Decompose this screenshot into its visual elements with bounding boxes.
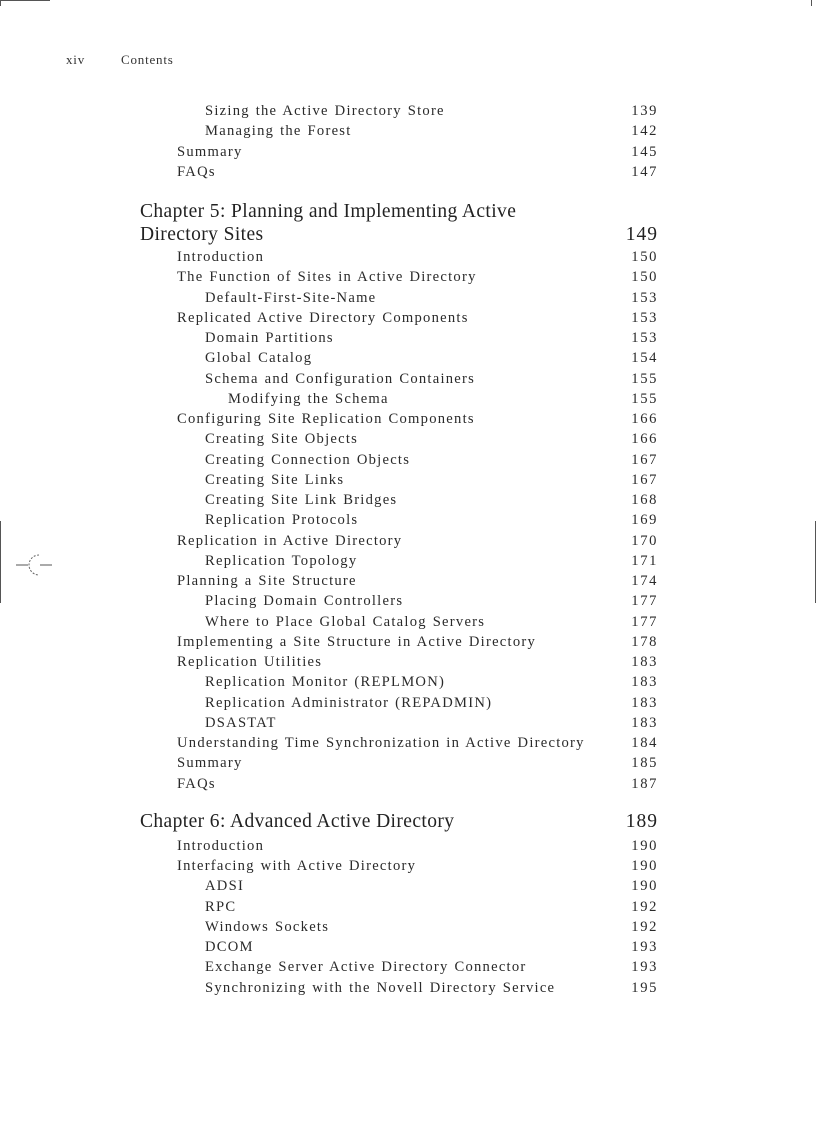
toc-entry-page: 169 (631, 512, 658, 529)
crop-mark-top-right (811, 0, 812, 6)
toc-entry-page: 145 (631, 143, 658, 160)
toc-entry[interactable] (0, 652, 816, 672)
toc-entry-title: The Function of Sites in Active Directory (177, 269, 477, 286)
toc-entry-page: 153 (631, 309, 658, 326)
toc-entry-title: Replication Topology (205, 552, 358, 569)
table-of-contents (0, 101, 816, 998)
toc-entry[interactable] (0, 856, 816, 876)
toc-entry-title: Summary (177, 755, 243, 772)
toc-entry[interactable] (0, 267, 816, 287)
toc-entry-title: Interfacing with Active Directory (177, 858, 417, 874)
toc-entry-title: FAQs (177, 775, 216, 792)
toc-entry[interactable] (0, 571, 816, 591)
toc-entry[interactable] (0, 162, 816, 182)
toc-entry[interactable] (0, 490, 816, 510)
toc-entry-title: Domain Partitions (205, 330, 334, 346)
toc-entry[interactable] (0, 937, 816, 957)
toc-entry-title: Synchronizing with the Novell Directory Service (205, 979, 556, 996)
chapter-6-heading[interactable] (0, 808, 816, 836)
toc-entry-page: 192 (631, 918, 658, 935)
toc-entry[interactable] (0, 978, 816, 998)
toc-entry-page: 190 (631, 878, 658, 895)
toc-entry-page: 183 (631, 694, 658, 711)
toc-entry-title: Creating Site Link Bridges (205, 492, 398, 508)
toc-entry[interactable] (0, 142, 816, 162)
toc-entry-title: FAQs (177, 163, 216, 180)
toc-entry-title: Placing Domain Controllers (205, 593, 404, 610)
toc-entry-page: 177 (631, 613, 658, 630)
toc-entry-page: 185 (631, 755, 658, 772)
toc-entry-title: Introduction (177, 837, 265, 854)
toc-entry[interactable] (0, 876, 816, 896)
toc-entry-title: Global Catalog (205, 350, 313, 367)
chapter-6-title: Chapter 6: Advanced Active Directory (140, 810, 455, 832)
toc-entry-title: Replicated Active Directory Components (177, 309, 469, 326)
toc-entry[interactable] (0, 121, 816, 141)
toc-entry-page: 178 (631, 633, 658, 650)
toc-entry[interactable] (0, 551, 816, 571)
toc-entry[interactable] (0, 733, 816, 753)
toc-entry[interactable] (0, 672, 816, 692)
toc-entry-title: Replication Administrator (REPADMIN) (205, 694, 493, 711)
toc-entry-title: Replication in Active Directory (177, 532, 403, 549)
toc-entry-page: 195 (631, 979, 658, 996)
toc-entry-page: 177 (631, 593, 658, 610)
toc-entry-page: 190 (631, 837, 658, 854)
chapter-6-page: 189 (625, 810, 658, 832)
toc-entry-page: 150 (631, 269, 658, 286)
toc-entry-title: Where to Place Global Catalog Servers (205, 613, 486, 630)
toc-entry-page: 187 (631, 775, 658, 792)
toc-entry-page: 190 (631, 858, 658, 874)
toc-entry-title: Replication Utilities (177, 654, 323, 670)
toc-entry-title: RPC (205, 898, 237, 915)
toc-entry-title: Creating Site Objects (205, 431, 359, 448)
toc-entry-page: 193 (631, 939, 658, 955)
toc-entry-title: Default-First-Site-Name (205, 289, 377, 306)
toc-entry[interactable] (0, 753, 816, 773)
toc-entry-title: Understanding Time Synchronization in Active Directory (177, 735, 585, 751)
toc-entry[interactable] (0, 409, 816, 429)
toc-entry-title: Exchange Server Active Directory Connector (205, 959, 527, 976)
toc-entry-page: 183 (631, 714, 658, 731)
toc-entry-page: 170 (631, 532, 658, 549)
toc-entry-page: 166 (631, 431, 658, 448)
toc-entry-title: Creating Site Links (205, 471, 345, 488)
toc-entry-page: 168 (631, 492, 658, 508)
toc-entry-page: 167 (631, 451, 658, 468)
toc-entry-page: 153 (631, 289, 658, 306)
toc-entry-title: Windows Sockets (205, 918, 330, 935)
toc-entry[interactable] (0, 591, 816, 611)
toc-entry[interactable] (0, 369, 816, 389)
toc-entry-title: Summary (177, 143, 243, 160)
toc-entry[interactable] (0, 429, 816, 449)
toc-entry-page: 150 (631, 249, 658, 265)
running-head-title: Contents (121, 52, 174, 67)
toc-entry[interactable] (0, 957, 816, 977)
toc-entry-page: 155 (631, 390, 658, 407)
toc-entry[interactable] (0, 510, 816, 530)
toc-entry[interactable] (0, 531, 816, 551)
toc-entry[interactable] (0, 612, 816, 632)
toc-entry[interactable] (0, 101, 816, 121)
chapter-5-title-line-2: Directory Sites (140, 224, 264, 245)
toc-entry-title: Introduction (177, 249, 265, 265)
toc-entry-page: 155 (631, 370, 658, 387)
toc-entry-title: Configuring Site Replication Components (177, 411, 475, 427)
toc-entry-title: DCOM (205, 939, 254, 955)
toc-entry-page: 167 (631, 471, 658, 488)
toc-entry-title: Managing the Forest (205, 123, 352, 140)
toc-entry-page: 183 (631, 654, 658, 670)
toc-entry[interactable] (0, 450, 816, 470)
toc-entry[interactable] (0, 774, 816, 794)
toc-entry-page: 147 (631, 163, 658, 180)
toc-entry-title: Replication Monitor (REPLMON) (205, 674, 446, 691)
toc-entry[interactable] (0, 470, 816, 490)
toc-entry-title: Replication Protocols (205, 512, 359, 529)
toc-entry-page: 192 (631, 898, 658, 915)
toc-entry-page: 193 (631, 959, 658, 976)
toc-entry-page: 142 (631, 123, 658, 140)
chapter-5-title-line-1: Chapter 5: Planning and Implementing Active (140, 201, 517, 222)
toc-entry-page: 184 (631, 735, 658, 751)
toc-entry[interactable] (0, 328, 816, 348)
toc-entry-title: Sizing the Active Directory Store (205, 103, 445, 119)
toc-entry-title: Implementing a Site Structure in Active Directory (177, 633, 537, 650)
toc-entry[interactable] (0, 693, 816, 713)
toc-entry-title: DSASTAT (205, 714, 277, 731)
crop-mark-top-left-vertical (0, 0, 1, 6)
page-folio: xiv (66, 52, 86, 67)
toc-entry[interactable] (0, 348, 816, 368)
toc-entry[interactable] (0, 308, 816, 328)
toc-entry[interactable] (0, 389, 816, 409)
chapter-6-entries (0, 836, 816, 998)
crop-mark-top-left (0, 0, 50, 1)
toc-entry-title: Creating Connection Objects (205, 451, 411, 468)
toc-entry[interactable] (0, 632, 816, 652)
chapter-5-entries (0, 247, 816, 794)
chapter-5-heading[interactable] (0, 200, 816, 247)
chapter-5-page: 149 (625, 224, 658, 245)
running-head (66, 52, 174, 68)
toc-entry[interactable] (0, 917, 816, 937)
toc-entry-page: 174 (631, 573, 658, 589)
toc-entry-title: Planning a Site Structure (177, 573, 357, 589)
toc-entry-title: ADSI (205, 878, 245, 895)
toc-entry-page: 153 (631, 330, 658, 346)
toc-entry[interactable] (0, 897, 816, 917)
toc-entry-page: 171 (631, 552, 658, 569)
toc-entry[interactable] (0, 247, 816, 267)
toc-entry[interactable] (0, 713, 816, 733)
toc-entry-page: 154 (631, 350, 658, 367)
toc-entry-page: 166 (631, 411, 658, 427)
toc-entry-page: 139 (631, 103, 658, 119)
toc-entry[interactable] (0, 288, 816, 308)
toc-entry[interactable] (0, 836, 816, 856)
toc-entry-page: 183 (631, 674, 658, 691)
toc-continued-entries (0, 101, 816, 182)
toc-entry-title: Modifying the Schema (228, 390, 389, 407)
toc-entry-title: Schema and Configuration Containers (205, 370, 476, 387)
